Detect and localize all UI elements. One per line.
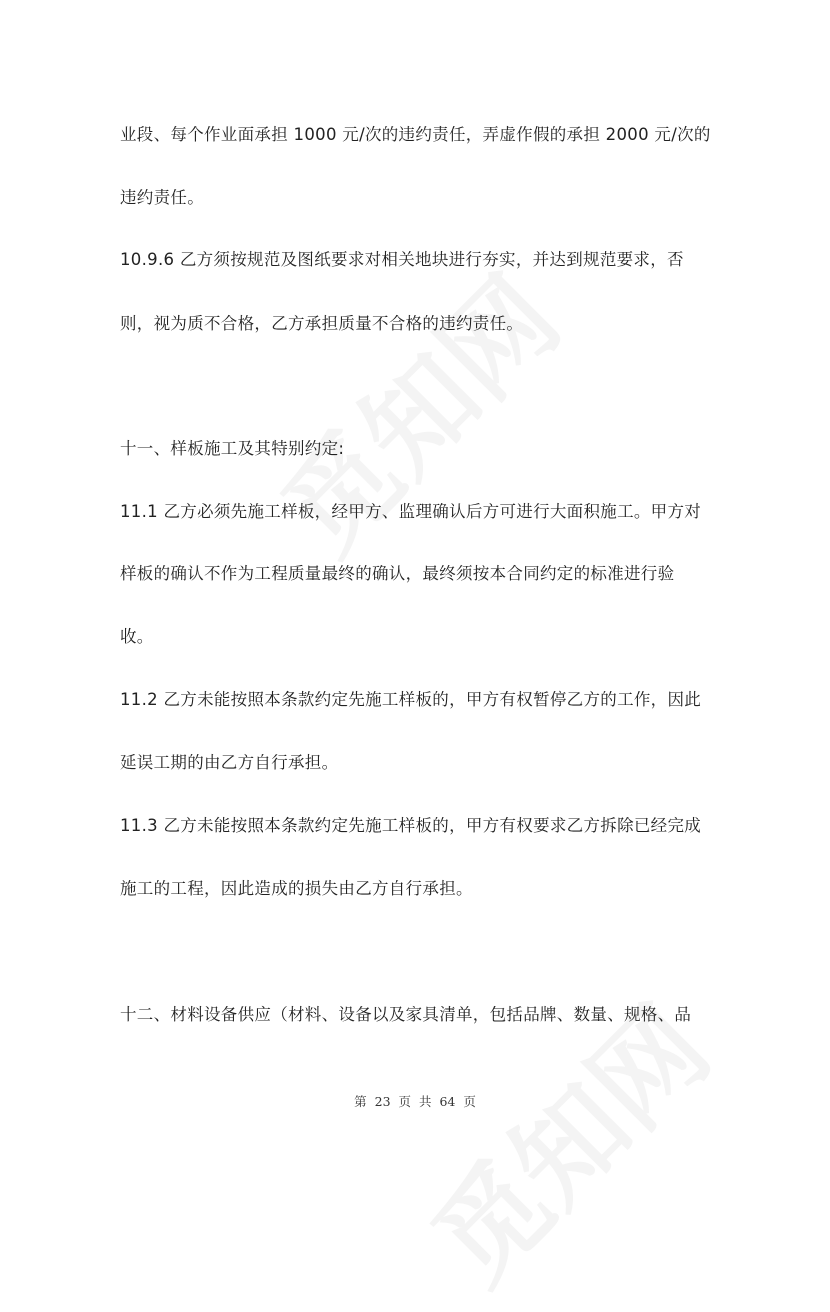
paragraph-line: 11.1 乙方必须先施工样板，经甲方、监理确认后方可进行大面积施工。甲方对: [120, 501, 702, 521]
watermark: [242, 236, 587, 581]
paragraph-line: 施工的工程，因此造成的损失由乙方自行承担。: [120, 878, 473, 898]
paragraph-line: 10.9.6 乙方须按规范及图纸要求对相关地块进行夯实，并达到规范要求，否: [120, 249, 684, 269]
paragraph-line: 11.2 乙方未能按照本条款约定先施工样板的，甲方有权暂停乙方的工作，因此: [120, 689, 702, 709]
paragraph-line: 违约责任。: [120, 187, 204, 207]
paragraph-line: 延误工期的由乙方自行承担。: [120, 752, 339, 772]
paragraph-line: 样板的确认不作为工程质量最终的确认，最终须按本合同约定的标准进行验: [120, 563, 675, 583]
paragraph-line: 业段、每个作业面承担 1000 元/次的违约责任，弄虚作假的承担 2000 元/次的: [120, 124, 711, 144]
section-heading: 十一、样板施工及其特别约定:: [120, 438, 345, 458]
paragraph-line: 11.3 乙方未能按照本条款约定先施工样板的，甲方有权要求乙方拆除已经完成: [120, 815, 702, 835]
page-number-footer: 第 23 页 共 64 页: [354, 1094, 476, 1109]
paragraph-line: 收。: [120, 626, 154, 646]
section-heading: 十二、材料设备供应（材料、设备以及家具清单，包括品牌、数量、规格、品: [120, 1004, 692, 1024]
paragraph-line: 则，视为质不合格，乙方承担质量不合格的违约责任。: [120, 313, 524, 333]
